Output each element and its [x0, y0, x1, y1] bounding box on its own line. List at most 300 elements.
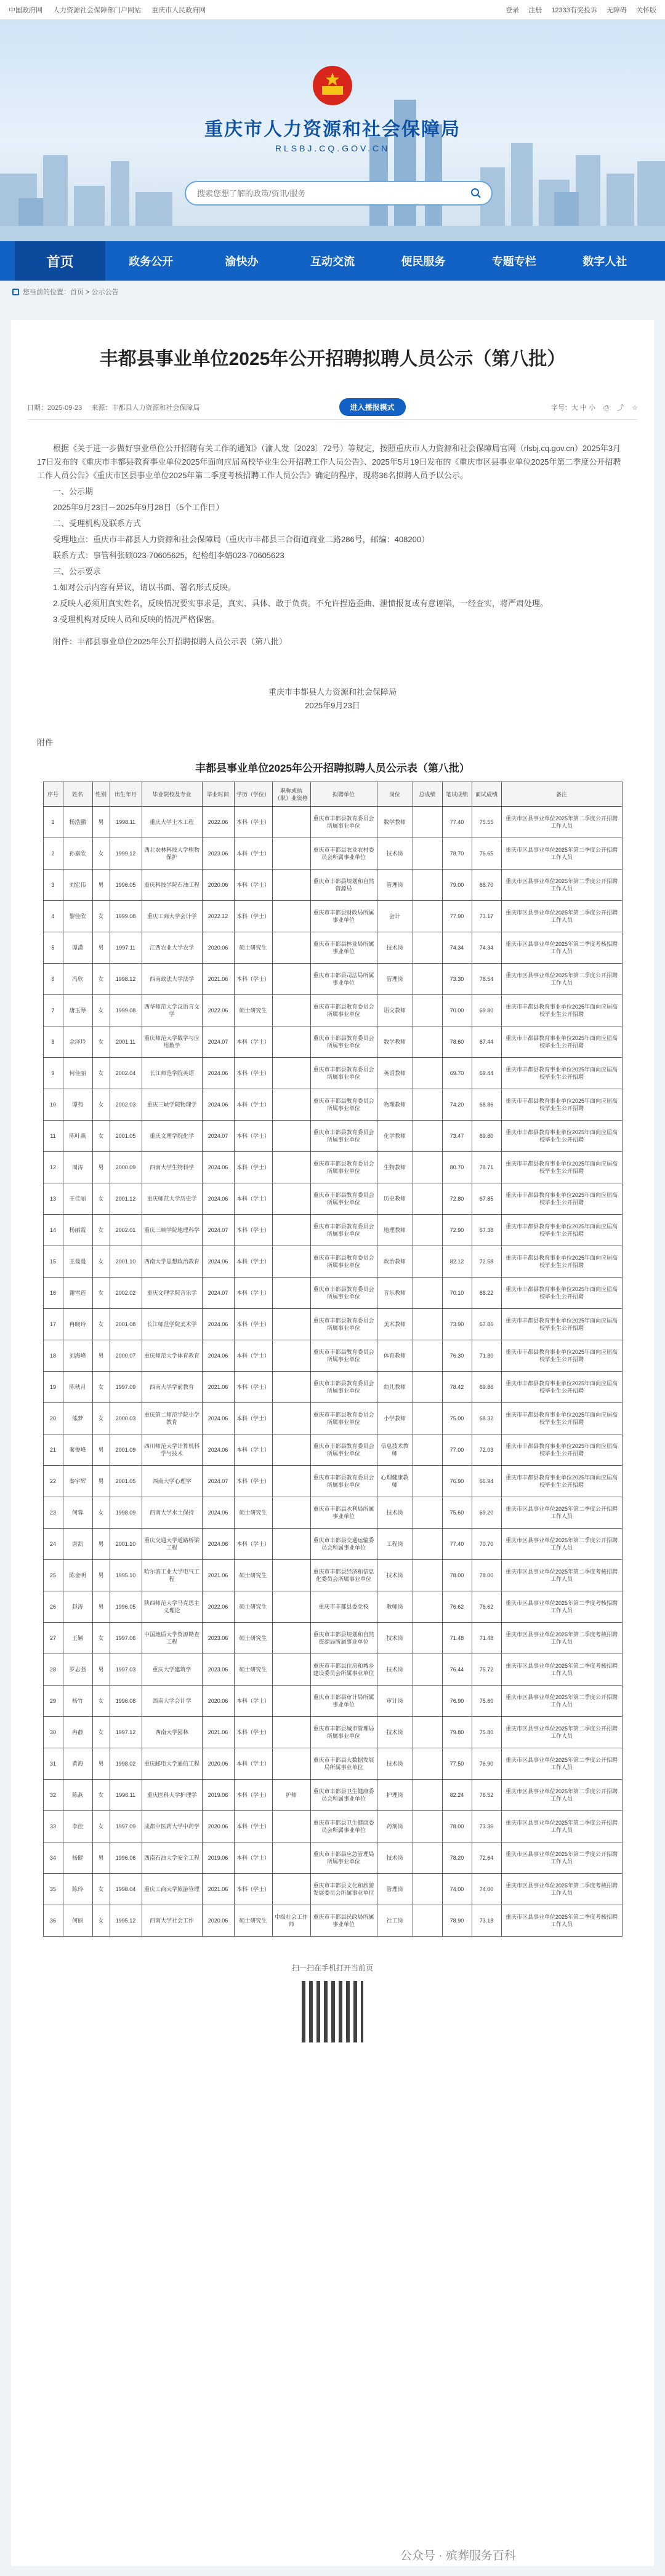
- table-cell: [272, 995, 310, 1026]
- table-cell: 黎佳欣: [63, 901, 92, 932]
- table-cell: 重庆市丰都县教育委员会所属事业单位: [310, 1372, 377, 1403]
- table-cell: 75.00: [442, 1403, 472, 1434]
- table-cell: 1998.04: [110, 1874, 142, 1905]
- table-cell: 2024.06: [202, 1340, 234, 1372]
- paragraph: 根据《关于进一步做好事业单位公开招聘有关工作的通知》（渝人发〔2023〕72号）等规定，按照重庆市人力资源和社会保障局官网（rlsbj.cq.gov.cn）2025年3月17日发布的《重庆市丰都县教育事业单位2025年面向应届高校毕业生公开招聘工作人员公告》、2025年5月19日发布的《重庆市区县事业单位2025年第二季度公开招聘工作人员公告》《重庆市区县事业单位2025年第二季度考核招聘工作人员公告》确定的程序，现将36名拟聘人员予以公示。: [37, 444, 621, 480]
- signature-date: 2025年9月23日: [305, 701, 360, 710]
- table-cell: 重庆市丰都县卫生健康委员会所属事业单位: [310, 1811, 377, 1842]
- table-cell: [272, 838, 310, 870]
- table-cell: 71.48: [442, 1623, 472, 1654]
- table-cell: 社工岗: [377, 1905, 413, 1937]
- table-cell: 24: [43, 1529, 63, 1560]
- table-cell: 技术岗: [377, 1842, 413, 1874]
- table-cell: 73.36: [472, 1811, 501, 1842]
- table-cell: 1995.12: [110, 1905, 142, 1937]
- table-cell: 75.72: [472, 1654, 501, 1686]
- table-cell: 2019.06: [202, 1780, 234, 1811]
- table-cell: [272, 1811, 310, 1842]
- table-cell: [413, 1874, 442, 1905]
- table-cell: [272, 932, 310, 964]
- top-link-cq[interactable]: 重庆市人民政府网: [151, 6, 206, 14]
- table-cell: 体育教师: [377, 1340, 413, 1372]
- table-cell: 1999.08: [110, 995, 142, 1026]
- table-cell: 36: [43, 1905, 63, 1937]
- table-row: [43, 1748, 622, 1780]
- table-cell: 1999.08: [110, 901, 142, 932]
- table-cell: 重庆市丰都县教育事业单位2025年面向应届高校毕业生公开招聘: [501, 1278, 622, 1309]
- voice-mode-button[interactable]: 进入播报模式: [339, 398, 406, 416]
- table-cell: 重庆市丰都县教育委员会所属事业单位: [310, 1152, 377, 1183]
- table-header-cell: 拟聘单位: [310, 782, 377, 807]
- table-cell: 王佳丽: [63, 1183, 92, 1215]
- breadcrumb-text[interactable]: 您当前的位置：首页 > 公示公告: [23, 289, 119, 296]
- table-cell: 8: [43, 1026, 63, 1058]
- table-cell: 男: [92, 1842, 110, 1874]
- table-cell: 技术岗: [377, 838, 413, 870]
- table-cell: 重庆工商大学旅游管理: [142, 1874, 202, 1905]
- table-cell: 男: [92, 1560, 110, 1591]
- table-cell: 熊梦: [63, 1403, 92, 1434]
- table-cell: 69.80: [472, 1121, 501, 1152]
- table-header-cell: 序号: [43, 782, 63, 807]
- search-input[interactable]: [196, 188, 470, 199]
- table-cell: 2023.06: [202, 838, 234, 870]
- table-row: [43, 1466, 622, 1497]
- table-cell: 本科（学士）: [234, 1466, 272, 1497]
- table-cell: [413, 1309, 442, 1340]
- table-cell: 2022.06: [202, 807, 234, 838]
- table-cell: [272, 1340, 310, 1372]
- table-cell: 重庆市丰都县文化和旅游发展委员会所属事业单位: [310, 1874, 377, 1905]
- table-cell: 谭潇: [63, 932, 92, 964]
- paragraph: 三、公示要求: [53, 567, 102, 576]
- table-cell: 余泽玲: [63, 1026, 92, 1058]
- table-body: [43, 807, 622, 1937]
- table-cell: 何蓉: [63, 1497, 92, 1529]
- table-cell: [272, 1089, 310, 1121]
- table-cell: 管理岗: [377, 1874, 413, 1905]
- table-cell: 重庆市丰都县教育委员会所属事业单位: [310, 995, 377, 1026]
- table-cell: 本科（学士）: [234, 1152, 272, 1183]
- table-cell: [272, 1278, 310, 1309]
- print-icon[interactable]: ⎙: [603, 404, 609, 412]
- table-cell: [272, 964, 310, 995]
- table-cell: 本科（学士）: [234, 1183, 272, 1215]
- table-cell: 硕士研究生: [234, 932, 272, 964]
- table-cell: 男: [92, 1434, 110, 1466]
- table-row: [43, 932, 622, 964]
- table-cell: 76.44: [442, 1654, 472, 1686]
- table-cell: 技术岗: [377, 1654, 413, 1686]
- table-cell: 重庆市丰都县教育事业单位2025年面向应届高校毕业生公开招聘: [501, 1152, 622, 1183]
- table-cell: 73.18: [472, 1905, 501, 1937]
- complaint-link[interactable]: 12333有奖投诉: [551, 6, 597, 14]
- table-cell: 1996.08: [110, 1686, 142, 1717]
- table-cell: 重庆市丰都县住房和城乡建设委员会所属事业单位: [310, 1654, 377, 1686]
- table-cell: 本科（学士）: [234, 1842, 272, 1874]
- table-cell: 本科（学士）: [234, 1686, 272, 1717]
- table-cell: 2024.07: [202, 1278, 234, 1309]
- table-cell: 重庆三峡学院物理学: [142, 1089, 202, 1121]
- table-cell: [272, 870, 310, 901]
- table-cell: 9: [43, 1058, 63, 1089]
- table-cell: [272, 1434, 310, 1466]
- candidate-table: [43, 782, 623, 1937]
- table-cell: 重庆师范大学历史学: [142, 1183, 202, 1215]
- table-cell: [272, 1152, 310, 1183]
- table-row: [43, 1434, 622, 1466]
- search-icon[interactable]: [470, 188, 482, 199]
- table-cell: 2001.09: [110, 1434, 142, 1466]
- site-domain: RLSBJ.CQ.GOV.CN: [275, 143, 390, 153]
- table-cell: 重庆市丰都县教育事业单位2025年面向应届高校毕业生公开招聘: [501, 1183, 622, 1215]
- article-title: 丰都县事业单位2025年公开招聘拟聘人员公示（第八批）: [99, 349, 566, 369]
- table-cell: 重庆市丰都县教育事业单位2025年面向应届高校毕业生公开招聘: [501, 1026, 622, 1058]
- table-cell: 2000.03: [110, 1403, 142, 1434]
- table-cell: 4: [43, 901, 63, 932]
- table-cell: 78.90: [442, 1905, 472, 1937]
- table-cell: 2024.07: [202, 1466, 234, 1497]
- table-cell: 78.70: [442, 838, 472, 870]
- table-cell: 女: [92, 964, 110, 995]
- table-cell: 77.00: [442, 1434, 472, 1466]
- table-cell: [272, 1497, 310, 1529]
- table-cell: 2002.03: [110, 1089, 142, 1121]
- table-cell: 重庆工商大学会计学: [142, 901, 202, 932]
- table-cell: 男: [92, 1152, 110, 1183]
- table-cell: 73.90: [442, 1309, 472, 1340]
- table-cell: 33: [43, 1811, 63, 1842]
- paragraph: 2025年9月23日－2025年9月28日（5个工作日）: [53, 503, 224, 512]
- table-cell: 重庆科技学院石油工程: [142, 870, 202, 901]
- table-cell: 四川师范大学计算机科学与技术: [142, 1434, 202, 1466]
- nav-topics[interactable]: 专题专栏: [491, 255, 536, 268]
- table-cell: 68.70: [472, 870, 501, 901]
- table-cell: 72.03: [472, 1434, 501, 1466]
- table-cell: 80.70: [442, 1152, 472, 1183]
- table-cell: 20: [43, 1403, 63, 1434]
- table-cell: 赵涛: [63, 1591, 92, 1623]
- table-cell: [413, 1466, 442, 1497]
- nav-digital[interactable]: 数字人社: [582, 255, 627, 268]
- table-cell: 1998.09: [110, 1497, 142, 1529]
- table-cell: 硕士研究生: [234, 1623, 272, 1654]
- table-cell: 70.00: [442, 995, 472, 1026]
- table-cell: 本科（学士）: [234, 1215, 272, 1246]
- table-cell: 重庆市区县事业单位2025年第二季度考核招聘工作人员: [501, 1905, 622, 1937]
- table-cell: 何佳丽: [63, 1058, 92, 1089]
- table-cell: 重庆邮电大学通信工程: [142, 1748, 202, 1780]
- table-cell: 女: [92, 1121, 110, 1152]
- table-cell: 重庆三峡学院地理科学: [142, 1215, 202, 1246]
- table-cell: 82.12: [442, 1246, 472, 1278]
- table-cell: 2020.06: [202, 1686, 234, 1717]
- top-links: [9, 5, 214, 15]
- national-emblem-icon: [308, 64, 357, 107]
- table-row: [43, 901, 622, 932]
- table-cell: 西南大学学前教育: [142, 1372, 202, 1403]
- table-cell: 10: [43, 1089, 63, 1121]
- table-cell: 重庆市丰都县教育委员会所属事业单位: [310, 807, 377, 838]
- table-row: [43, 1058, 622, 1089]
- nav-interaction[interactable]: 互动交流: [310, 255, 355, 268]
- table-cell: 2001.08: [110, 1309, 142, 1340]
- table-cell: 79.80: [442, 1717, 472, 1748]
- table-cell: 重庆市丰都县民政局所属事业单位: [310, 1905, 377, 1937]
- table-cell: 2021.06: [202, 1874, 234, 1905]
- table-cell: 35: [43, 1874, 63, 1905]
- table-cell: 重庆文理学院化学: [142, 1121, 202, 1152]
- font-size-control[interactable]: 字号：大 中 小: [550, 404, 596, 412]
- qr-code-image: [302, 1981, 363, 2042]
- table-cell: 2021.06: [202, 1372, 234, 1403]
- table-row: [43, 1372, 622, 1403]
- table-cell: 27: [43, 1623, 63, 1654]
- table-cell: 重庆市区县事业单位2025年第二季度公开招聘工作人员: [501, 964, 622, 995]
- table-cell: 66.94: [472, 1466, 501, 1497]
- table-cell: 重庆市丰都县教育委员会所属事业单位: [310, 1466, 377, 1497]
- table-cell: 审计岗: [377, 1686, 413, 1717]
- table-cell: 1996.05: [110, 870, 142, 901]
- table-cell: 西南大学社会工作: [142, 1905, 202, 1937]
- table-cell: 76.62: [472, 1591, 501, 1623]
- table-header-cell: 出生年月: [110, 782, 142, 807]
- table-cell: 2024.06: [202, 1246, 234, 1278]
- table-cell: 重庆师范大学数学与应用数学: [142, 1026, 202, 1058]
- table-cell: [413, 1780, 442, 1811]
- table-cell: 重庆市区县事业单位2025年第二季度公开招聘工作人员: [501, 1686, 622, 1717]
- table-cell: 女: [92, 1183, 110, 1215]
- table-cell: 2024.06: [202, 1497, 234, 1529]
- table-cell: 音乐教师: [377, 1278, 413, 1309]
- table-cell: [272, 1748, 310, 1780]
- table-cell: 重庆市丰都县城市管理局所属事业单位: [310, 1717, 377, 1748]
- table-cell: [413, 1560, 442, 1591]
- table-cell: 重庆市区县事业单位2025年第二季度考核招聘工作人员: [501, 1623, 622, 1654]
- table-cell: 本科（学士）: [234, 964, 272, 995]
- table-cell: 74.00: [472, 1874, 501, 1905]
- table-cell: 78.54: [472, 964, 501, 995]
- table-cell: 重庆市丰都县卫生健康委员会所属事业单位: [310, 1780, 377, 1811]
- table-cell: 陈玲: [63, 1874, 92, 1905]
- table-cell: 女: [92, 1686, 110, 1717]
- table-cell: 21: [43, 1434, 63, 1466]
- table-cell: 女: [92, 995, 110, 1026]
- table-cell: 陕西师范大学马克思主义理论: [142, 1591, 202, 1623]
- share-icon[interactable]: ⤴: [617, 404, 624, 412]
- table-cell: 重庆市丰都县教育委员会所属事业单位: [310, 1403, 377, 1434]
- article-panel: [11, 320, 654, 2566]
- paragraph: 1.如对公示内容有异议，请以书面、署名形式反映。: [53, 583, 236, 592]
- table-cell: 本科（学士）: [234, 807, 272, 838]
- table-cell: 男: [92, 1340, 110, 1372]
- table-cell: 1998.11: [110, 807, 142, 838]
- table-cell: 1: [43, 807, 63, 838]
- table-cell: 中级社会工作师: [272, 1905, 310, 1937]
- table-row: [43, 1780, 622, 1811]
- table-cell: 硕士研究生: [234, 1654, 272, 1686]
- table-cell: [413, 1026, 442, 1058]
- table-cell: 70.70: [472, 1529, 501, 1560]
- table-cell: 成都中医药大学中药学: [142, 1811, 202, 1842]
- table-cell: 76.52: [472, 1780, 501, 1811]
- table-cell: 78.00: [442, 1811, 472, 1842]
- table-row: [43, 1246, 622, 1278]
- table-cell: 18: [43, 1340, 63, 1372]
- qr-caption: 扫一扫在手机打开当前页: [291, 1964, 373, 1972]
- table-row: [43, 1497, 622, 1529]
- table-cell: 73.47: [442, 1121, 472, 1152]
- table-cell: [413, 1340, 442, 1372]
- table-cell: 杨浩鹏: [63, 807, 92, 838]
- table-cell: 女: [92, 1811, 110, 1842]
- table-cell: 秦俊峰: [63, 1434, 92, 1466]
- table-cell: 重庆文理学院音乐学: [142, 1278, 202, 1309]
- table-cell: 女: [92, 1215, 110, 1246]
- table-cell: 77.40: [442, 1529, 472, 1560]
- table-row: [43, 1623, 622, 1654]
- table-cell: [413, 1089, 442, 1121]
- top-link-mohrss[interactable]: 人力资源社会保障部门户网站: [53, 6, 142, 14]
- nav-home[interactable]: 首页: [15, 241, 105, 281]
- table-cell: 技术岗: [377, 1560, 413, 1591]
- table-cell: 5: [43, 932, 63, 964]
- table-row: [43, 1121, 622, 1152]
- table-cell: 77.40: [442, 807, 472, 838]
- table-cell: 68.86: [472, 1089, 501, 1121]
- table-cell: 69.44: [472, 1058, 501, 1089]
- table-cell: 重庆第二师范学院小学教育: [142, 1403, 202, 1434]
- top-link-gov[interactable]: 中国政府网: [9, 6, 42, 14]
- table-cell: 地理教师: [377, 1215, 413, 1246]
- nav-services[interactable]: 便民服务: [401, 255, 446, 268]
- table-cell: 西南政法大学法学: [142, 964, 202, 995]
- register-link[interactable]: 注册: [528, 6, 542, 14]
- table-cell: 政治教师: [377, 1246, 413, 1278]
- table-row: [43, 1089, 622, 1121]
- table-cell: 72.64: [472, 1842, 501, 1874]
- table-cell: 会计: [377, 901, 413, 932]
- table-cell: 物理教师: [377, 1089, 413, 1121]
- site-logo[interactable]: [0, 64, 665, 153]
- table-cell: 何丽: [63, 1905, 92, 1937]
- table-cell: 重庆市丰都县教育委员会所属事业单位: [310, 1309, 377, 1340]
- table-cell: 2001.05: [110, 1121, 142, 1152]
- table-cell: 6: [43, 964, 63, 995]
- nav-gov-affairs[interactable]: 政务公开: [129, 255, 174, 268]
- table-cell: 护理岗: [377, 1780, 413, 1811]
- paragraph: 联系方式：事管科张硕023-70605625，纪检组李婧023-70605623: [53, 551, 284, 560]
- table-cell: 护师: [272, 1780, 310, 1811]
- table-cell: 谢雪莲: [63, 1278, 92, 1309]
- table-cell: 1997.12: [110, 1717, 142, 1748]
- table-cell: 西南大学生物科学: [142, 1152, 202, 1183]
- table-cell: 重庆市区县事业单位2025年第二季度公开招聘工作人员: [501, 1811, 622, 1842]
- table-cell: 西南石油大学安全工程: [142, 1842, 202, 1874]
- attachment-link[interactable]: 附件：丰都县事业单位2025年公开招聘拟聘人员公示表（第八批）: [53, 637, 287, 646]
- paragraph: 受理地点：重庆市丰都县人力资源和社会保障局（重庆市丰都县三合街道商业二路286号，邮编：408200）: [53, 535, 430, 544]
- table-cell: 男: [92, 807, 110, 838]
- site-title: 重庆市人力资源和社会保障局: [204, 119, 461, 140]
- table-header-cell: 毕业时间: [202, 782, 234, 807]
- accessibility-link[interactable]: 无障碍: [606, 6, 627, 14]
- paragraph: 一、公示期: [53, 487, 94, 496]
- table-cell: 15: [43, 1246, 63, 1278]
- table-cell: 71.48: [472, 1623, 501, 1654]
- table-cell: [413, 1748, 442, 1780]
- table-cell: 67.85: [472, 1183, 501, 1215]
- table-cell: 29: [43, 1686, 63, 1717]
- table-cell: 西南大学思想政治教育: [142, 1246, 202, 1278]
- table-row: [43, 1026, 622, 1058]
- table-cell: 女: [92, 1089, 110, 1121]
- care-mode-link[interactable]: 关怀版: [636, 6, 656, 14]
- search-bar: [185, 181, 493, 206]
- table-cell: [413, 1497, 442, 1529]
- table-cell: 74.34: [472, 932, 501, 964]
- table-cell: 重庆市区县事业单位2025年第二季度考核招聘工作人员: [501, 932, 622, 964]
- table-cell: 2022.12: [202, 901, 234, 932]
- table-cell: 2021.06: [202, 1560, 234, 1591]
- table-cell: 1997.09: [110, 1372, 142, 1403]
- table-cell: 重庆大学建筑学: [142, 1654, 202, 1686]
- table-cell: 江西农业大学农学: [142, 932, 202, 964]
- paragraph: 3.受理机构对反映人员和反映的情况严格保密。: [53, 615, 220, 624]
- table-cell: 2002.04: [110, 1058, 142, 1089]
- table-cell: 女: [92, 1874, 110, 1905]
- main-nav: [0, 241, 665, 281]
- table-cell: 重庆市区县事业单位2025年第二季度公开招聘工作人员: [501, 807, 622, 838]
- table-cell: 重庆市丰都县应急管理局所属事业单位: [310, 1842, 377, 1874]
- favorite-icon[interactable]: ☆: [632, 404, 638, 412]
- table-cell: 信息技术教师: [377, 1434, 413, 1466]
- login-link[interactable]: 登录: [506, 6, 520, 14]
- watermark: 公众号 · 殡葬服务百科: [400, 2550, 516, 2562]
- table-cell: 长江师范学院美术学: [142, 1309, 202, 1340]
- table-cell: 西南大学园林: [142, 1717, 202, 1748]
- table-cell: 重庆市区县事业单位2025年第二季度公开招聘工作人员: [501, 1717, 622, 1748]
- table-cell: [272, 1560, 310, 1591]
- table-cell: 重庆市区县事业单位2025年第二季度公开招聘工作人员: [501, 1748, 622, 1780]
- table-cell: 本科（学士）: [234, 1340, 272, 1372]
- table-cell: 技术岗: [377, 1748, 413, 1780]
- table-cell: 2024.06: [202, 1309, 234, 1340]
- table-cell: 2024.06: [202, 1529, 234, 1560]
- table-cell: 重庆市丰都县委党校: [310, 1591, 377, 1623]
- table-cell: 周涛: [63, 1152, 92, 1183]
- table-cell: 小学教师: [377, 1403, 413, 1434]
- table-cell: 19: [43, 1372, 63, 1403]
- table-cell: [413, 870, 442, 901]
- table-cell: 11: [43, 1121, 63, 1152]
- table-cell: 重庆市丰都县教育事业单位2025年面向应届高校毕业生公开招聘: [501, 1309, 622, 1340]
- table-cell: 语文教师: [377, 995, 413, 1026]
- table-cell: [413, 1246, 442, 1278]
- table-cell: 本科（学士）: [234, 870, 272, 901]
- table-cell: 重庆市丰都县教育委员会所属事业单位: [310, 1278, 377, 1309]
- table-cell: 1998.12: [110, 964, 142, 995]
- table-cell: 78.60: [442, 1026, 472, 1058]
- table-cell: 药剂岗: [377, 1811, 413, 1842]
- table-cell: 女: [92, 1278, 110, 1309]
- table-cell: 重庆市丰都县大数据发展局所属事业单位: [310, 1748, 377, 1780]
- table-row: [43, 1717, 622, 1748]
- nav-yukuaiban[interactable]: 渝快办: [225, 255, 259, 268]
- table-cell: [272, 1529, 310, 1560]
- table-row: [43, 807, 622, 838]
- table-cell: 1995.10: [110, 1560, 142, 1591]
- table-row: [43, 1529, 622, 1560]
